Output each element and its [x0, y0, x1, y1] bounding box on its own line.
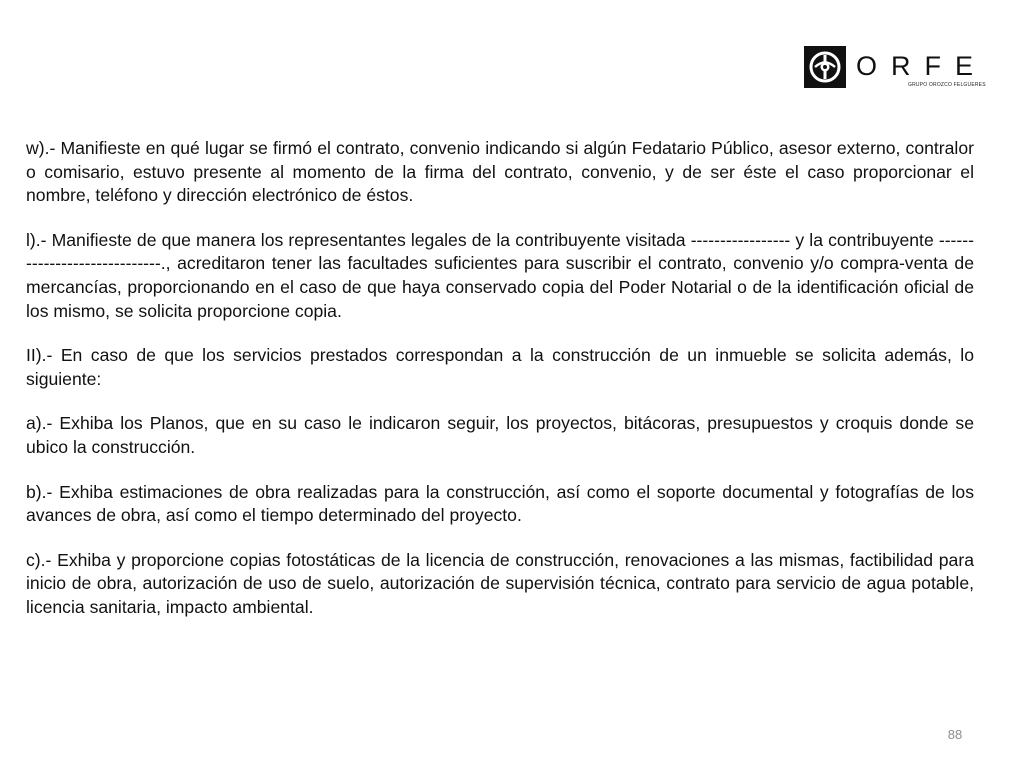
- paragraph-ii: II).- En caso de que los servicios prestados correspondan a la construcción de un inmueble se solicita además, lo siguiente:: [26, 345, 974, 389]
- paragraph-l: l).- Manifieste de que manera los representantes legales de la contribuyente visitada ----------------- y la contribuyente -----------------------------., acreditaron tener las facultades suficientes para suscribir el contrato, convenio y/o compra-venta de mercancías, proporcionando en el caso de que haya conservado copia del Poder Notarial o de la identificación oficial de los mismo, se solicita proporcione copia.: [26, 229, 974, 321]
- paragraph-w: w).- Manifieste en qué lugar se firmó el contrato, convenio indicando si algún Fedatario Público, asesor externo, contralor o comisario, estuvo presente al momento de la firma del contrato, convenio, y de ser éste el caso proporcionar el nombre, teléfono y dirección electrónico de éstos.: [26, 138, 974, 206]
- orfe-logo: [804, 46, 988, 94]
- slide-body: [26, 137, 974, 641]
- paragraph-b: b).- Exhiba estimaciones de obra realizadas para la construcción, así como el soporte documental y fotografías de los avances de obra, así como el tiempo determinado del proyecto.: [26, 481, 974, 526]
- logo-wordmark: ORFE: [856, 51, 988, 81]
- logo-tagline: GRUPO OROZCO FELGUERES: [908, 82, 986, 88]
- paragraph-a: a).- Exhiba los Planos, que en su caso le indicaron seguir, los proyectos, bitácoras, presupuestos y croquis donde se ubico la construcción.: [26, 413, 974, 457]
- paragraph-c: c).- Exhiba y proporcione copias fotostáticas de la licencia de construcción, renovaciones a las mismas, factibilidad para inicio de obra, autorización de uso de suelo, autorización de supervisión técnica, contrato para servicio de agua potable, licencia sanitaria, impacto ambiental.: [26, 549, 974, 617]
- orfe-emblem-icon: [804, 46, 846, 88]
- page-number: 88: [947, 727, 963, 742]
